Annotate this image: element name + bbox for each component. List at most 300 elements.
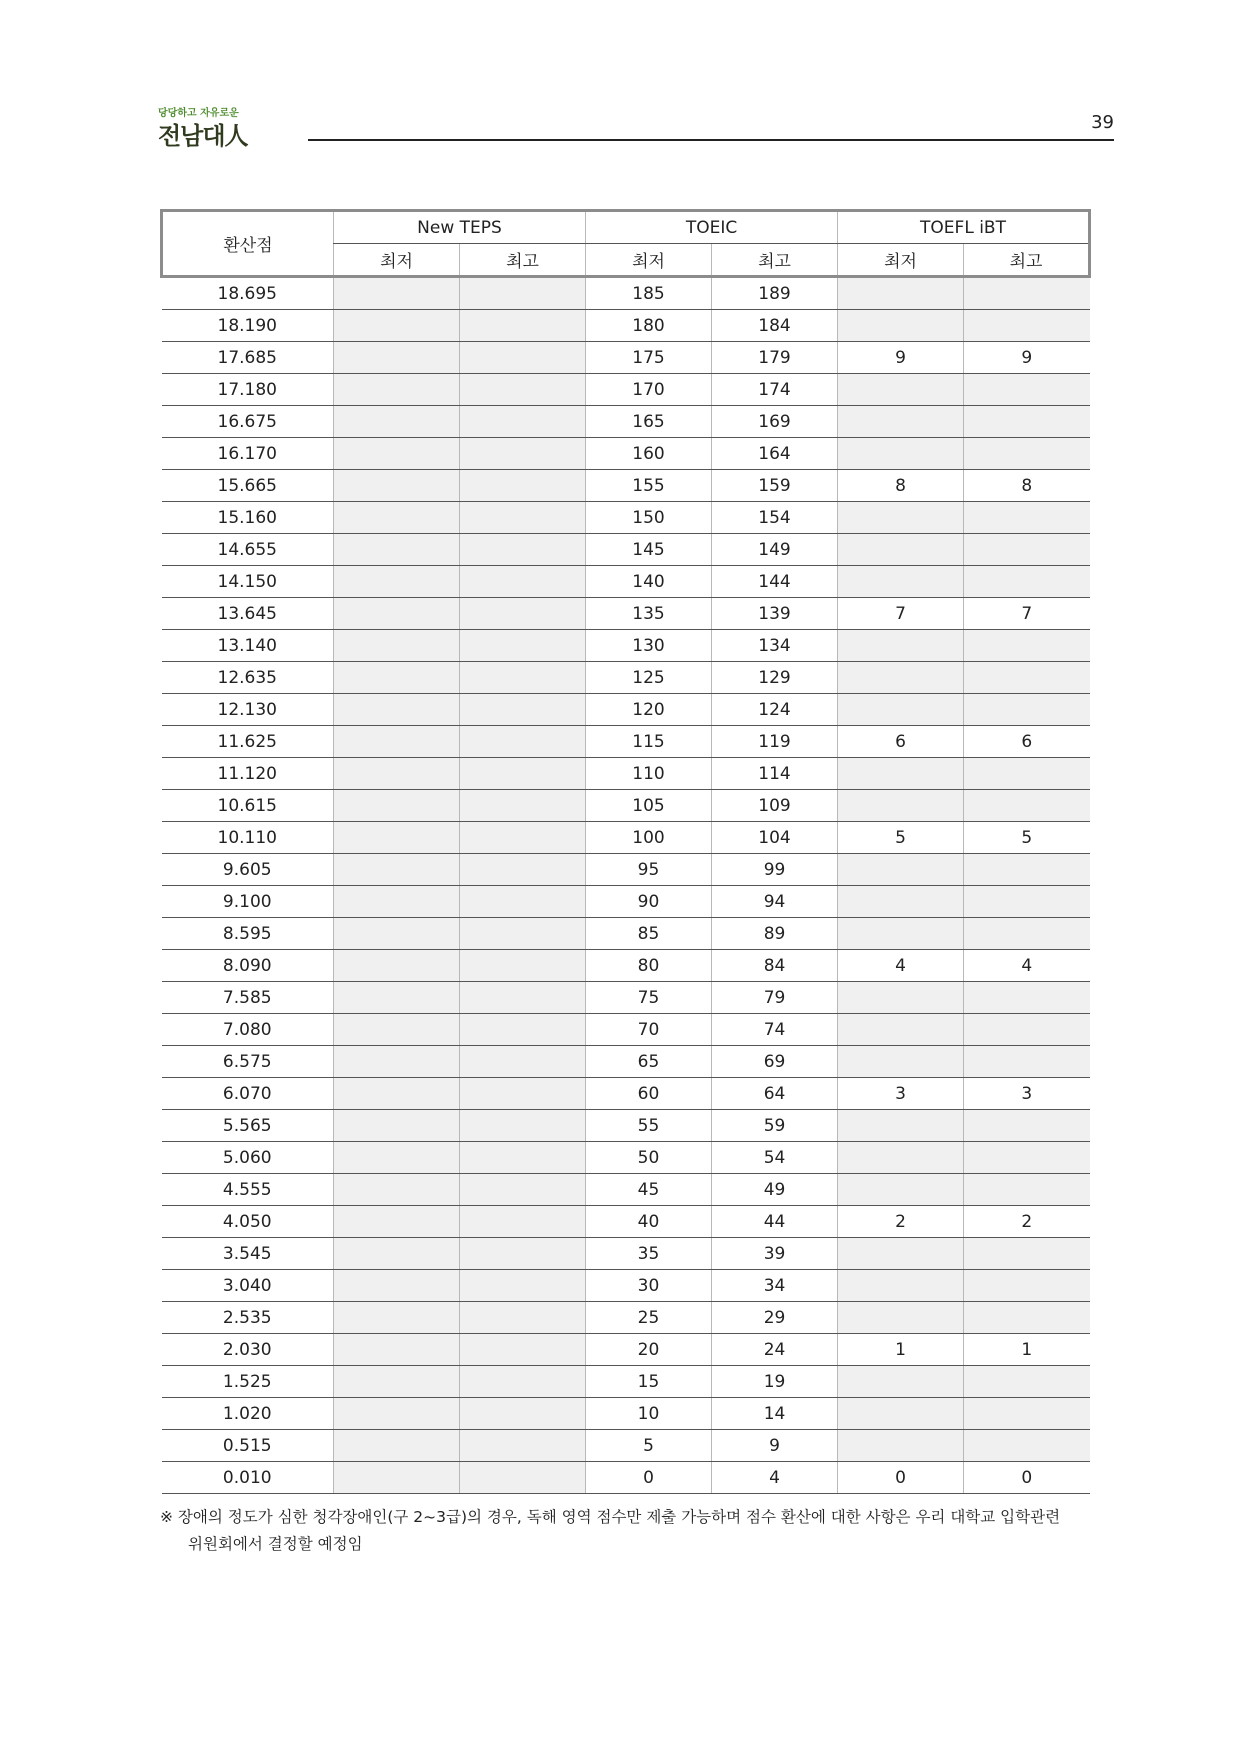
score-cell xyxy=(460,1270,586,1302)
score-cell xyxy=(460,374,586,406)
score-cell xyxy=(964,1014,1090,1046)
score-cell xyxy=(334,598,460,630)
score-cell xyxy=(334,854,460,886)
score-cell xyxy=(334,950,460,982)
score-cell xyxy=(460,630,586,662)
score-cell xyxy=(334,886,460,918)
table-row xyxy=(162,374,1090,406)
score-cell: 19 xyxy=(712,1366,838,1398)
score-cell: 14 xyxy=(712,1398,838,1430)
score-cell xyxy=(460,950,586,982)
score-cell xyxy=(964,277,1090,310)
score-cell: 130 xyxy=(586,630,712,662)
score-cell xyxy=(964,406,1090,438)
table-row xyxy=(162,854,1090,886)
score-cell xyxy=(334,277,460,310)
score-cell: 49 xyxy=(712,1174,838,1206)
score-cell xyxy=(964,694,1090,726)
score-cell xyxy=(460,1302,586,1334)
conversion-score-cell: 0.010 xyxy=(162,1462,334,1494)
score-cell xyxy=(964,662,1090,694)
score-cell xyxy=(964,1238,1090,1270)
score-cell xyxy=(334,342,460,374)
score-cell: 150 xyxy=(586,502,712,534)
table-row xyxy=(162,758,1090,790)
score-cell: 105 xyxy=(586,790,712,822)
score-cell: 85 xyxy=(586,918,712,950)
score-cell: 1 xyxy=(838,1334,964,1366)
score-cell xyxy=(460,1430,586,1462)
conversion-score-cell: 3.545 xyxy=(162,1238,334,1270)
table-row xyxy=(162,1078,1090,1110)
score-cell xyxy=(460,1334,586,1366)
score-cell: 9 xyxy=(964,342,1090,374)
score-cell: 100 xyxy=(586,822,712,854)
score-cell xyxy=(838,886,964,918)
table-row xyxy=(162,406,1090,438)
table-row xyxy=(162,566,1090,598)
score-cell: 84 xyxy=(712,950,838,982)
score-cell xyxy=(460,886,586,918)
score-cell: 64 xyxy=(712,1078,838,1110)
table-row xyxy=(162,1334,1090,1366)
score-cell: 2 xyxy=(838,1206,964,1238)
score-cell: 9 xyxy=(838,342,964,374)
score-cell xyxy=(964,1142,1090,1174)
table-row xyxy=(162,1238,1090,1270)
score-cell xyxy=(964,1398,1090,1430)
score-cell: 170 xyxy=(586,374,712,406)
score-cell: 2 xyxy=(964,1206,1090,1238)
conversion-score-cell: 6.575 xyxy=(162,1046,334,1078)
table-row xyxy=(162,1462,1090,1494)
conversion-score-cell: 10.110 xyxy=(162,822,334,854)
score-cell xyxy=(838,1174,964,1206)
score-cell: 145 xyxy=(586,534,712,566)
score-cell: 110 xyxy=(586,758,712,790)
score-cell xyxy=(460,758,586,790)
score-cell xyxy=(838,277,964,310)
table-row xyxy=(162,534,1090,566)
table-row xyxy=(162,277,1090,310)
conversion-score-cell: 5.565 xyxy=(162,1110,334,1142)
sub-teps-max: 최고 xyxy=(460,244,586,277)
score-cell xyxy=(334,758,460,790)
score-cell: 74 xyxy=(712,1014,838,1046)
group-toefl-ibt: TOEFL iBT xyxy=(838,211,1090,244)
score-cell xyxy=(334,694,460,726)
score-cell xyxy=(334,630,460,662)
score-cell: 80 xyxy=(586,950,712,982)
score-cell xyxy=(460,1110,586,1142)
score-cell: 149 xyxy=(712,534,838,566)
score-cell xyxy=(838,854,964,886)
score-cell xyxy=(964,310,1090,342)
score-cell xyxy=(838,1142,964,1174)
score-cell xyxy=(964,854,1090,886)
conversion-score-cell: 14.655 xyxy=(162,534,334,566)
score-cell: 15 xyxy=(586,1366,712,1398)
score-cell: 109 xyxy=(712,790,838,822)
score-cell xyxy=(334,310,460,342)
table-row xyxy=(162,918,1090,950)
sub-toefl-min: 최저 xyxy=(838,244,964,277)
score-cell xyxy=(964,1430,1090,1462)
score-cell xyxy=(838,1430,964,1462)
score-cell xyxy=(964,566,1090,598)
score-cell xyxy=(460,982,586,1014)
conversion-score-cell: 13.140 xyxy=(162,630,334,662)
conversion-score-cell: 4.050 xyxy=(162,1206,334,1238)
score-cell xyxy=(334,726,460,758)
score-cell xyxy=(460,1078,586,1110)
score-cell: 180 xyxy=(586,310,712,342)
score-cell xyxy=(838,1366,964,1398)
conversion-score-cell: 16.170 xyxy=(162,438,334,470)
score-cell xyxy=(460,342,586,374)
score-cell xyxy=(964,1174,1090,1206)
score-cell xyxy=(334,662,460,694)
score-cell: 24 xyxy=(712,1334,838,1366)
conversion-score-cell: 15.665 xyxy=(162,470,334,502)
score-cell: 75 xyxy=(586,982,712,1014)
score-cell xyxy=(460,1174,586,1206)
score-cell: 139 xyxy=(712,598,838,630)
score-cell xyxy=(964,438,1090,470)
score-cell: 120 xyxy=(586,694,712,726)
university-logo xyxy=(158,104,293,152)
score-cell: 99 xyxy=(712,854,838,886)
conversion-score-cell: 8.595 xyxy=(162,918,334,950)
table-row xyxy=(162,1302,1090,1334)
score-cell xyxy=(838,982,964,1014)
score-cell: 104 xyxy=(712,822,838,854)
score-cell xyxy=(334,470,460,502)
score-cell: 89 xyxy=(712,918,838,950)
score-cell xyxy=(460,854,586,886)
score-cell xyxy=(460,1238,586,1270)
conversion-score-cell: 18.695 xyxy=(162,277,334,310)
score-cell xyxy=(964,1366,1090,1398)
score-cell xyxy=(334,822,460,854)
score-cell xyxy=(460,1014,586,1046)
table-row xyxy=(162,822,1090,854)
score-cell: 184 xyxy=(712,310,838,342)
score-cell xyxy=(460,1398,586,1430)
score-cell xyxy=(460,918,586,950)
score-cell xyxy=(964,1270,1090,1302)
score-cell: 165 xyxy=(586,406,712,438)
score-cell: 35 xyxy=(586,1238,712,1270)
score-cell: 54 xyxy=(712,1142,838,1174)
score-cell: 79 xyxy=(712,982,838,1014)
score-cell xyxy=(334,982,460,1014)
conversion-score-cell: 3.040 xyxy=(162,1270,334,1302)
score-cell: 169 xyxy=(712,406,838,438)
conversion-score-cell: 0.515 xyxy=(162,1430,334,1462)
score-cell xyxy=(460,470,586,502)
table-row xyxy=(162,310,1090,342)
score-cell xyxy=(838,1046,964,1078)
score-cell xyxy=(838,630,964,662)
score-cell: 159 xyxy=(712,470,838,502)
score-cell xyxy=(964,534,1090,566)
table-row xyxy=(162,1142,1090,1174)
score-cell: 0 xyxy=(964,1462,1090,1494)
score-cell: 9 xyxy=(712,1430,838,1462)
score-cell xyxy=(334,1078,460,1110)
score-cell: 5 xyxy=(586,1430,712,1462)
table-row xyxy=(162,886,1090,918)
score-cell xyxy=(460,598,586,630)
score-cell xyxy=(460,310,586,342)
conversion-score-cell: 7.585 xyxy=(162,982,334,1014)
score-cell xyxy=(460,1046,586,1078)
table-row xyxy=(162,950,1090,982)
score-cell xyxy=(964,758,1090,790)
score-cell: 160 xyxy=(586,438,712,470)
score-cell xyxy=(334,534,460,566)
header-rule xyxy=(308,139,1114,141)
score-cell xyxy=(334,374,460,406)
group-toeic: TOEIC xyxy=(586,211,838,244)
score-cell: 4 xyxy=(712,1462,838,1494)
score-cell xyxy=(334,1462,460,1494)
sub-toefl-max: 최고 xyxy=(964,244,1090,277)
conversion-score-cell: 16.675 xyxy=(162,406,334,438)
score-cell: 90 xyxy=(586,886,712,918)
score-cell xyxy=(334,566,460,598)
score-cell xyxy=(964,918,1090,950)
score-cell: 0 xyxy=(586,1462,712,1494)
score-cell xyxy=(460,534,586,566)
score-cell: 6 xyxy=(964,726,1090,758)
group-new-teps: New TEPS xyxy=(334,211,586,244)
score-cell xyxy=(334,1142,460,1174)
score-cell: 134 xyxy=(712,630,838,662)
score-cell: 185 xyxy=(586,277,712,310)
conversion-score-cell: 4.555 xyxy=(162,1174,334,1206)
score-cell xyxy=(964,630,1090,662)
score-cell xyxy=(964,502,1090,534)
score-cell: 25 xyxy=(586,1302,712,1334)
table-row xyxy=(162,1366,1090,1398)
score-cell xyxy=(964,790,1090,822)
score-cell xyxy=(838,918,964,950)
score-cell: 69 xyxy=(712,1046,838,1078)
conversion-score-cell: 12.635 xyxy=(162,662,334,694)
score-cell xyxy=(334,1174,460,1206)
score-cell: 34 xyxy=(712,1270,838,1302)
score-cell xyxy=(838,1110,964,1142)
score-cell xyxy=(334,1302,460,1334)
conversion-score-cell: 6.070 xyxy=(162,1078,334,1110)
score-cell: 114 xyxy=(712,758,838,790)
conversion-score-cell: 14.150 xyxy=(162,566,334,598)
score-cell xyxy=(838,1398,964,1430)
score-cell xyxy=(460,406,586,438)
score-cell xyxy=(460,694,586,726)
score-cell: 155 xyxy=(586,470,712,502)
score-conversion-table xyxy=(160,209,1091,1494)
score-cell xyxy=(838,566,964,598)
score-cell: 125 xyxy=(586,662,712,694)
conversion-score-cell: 9.100 xyxy=(162,886,334,918)
score-cell xyxy=(964,1302,1090,1334)
table-row xyxy=(162,502,1090,534)
sub-teps-min: 최저 xyxy=(334,244,460,277)
conversion-score-cell: 18.190 xyxy=(162,310,334,342)
table-row xyxy=(162,694,1090,726)
score-cell xyxy=(838,438,964,470)
conversion-score-cell: 17.685 xyxy=(162,342,334,374)
score-cell: 30 xyxy=(586,1270,712,1302)
score-cell xyxy=(460,277,586,310)
score-cell xyxy=(838,758,964,790)
score-cell xyxy=(460,790,586,822)
page-header xyxy=(0,0,1248,160)
table-row xyxy=(162,470,1090,502)
table-row xyxy=(162,662,1090,694)
score-cell xyxy=(838,1238,964,1270)
conversion-score-cell: 13.645 xyxy=(162,598,334,630)
score-cell: 174 xyxy=(712,374,838,406)
sub-toeic-min: 최저 xyxy=(586,244,712,277)
score-cell: 45 xyxy=(586,1174,712,1206)
conversion-score-cell: 11.120 xyxy=(162,758,334,790)
score-cell: 8 xyxy=(838,470,964,502)
score-cell: 144 xyxy=(712,566,838,598)
conversion-score-cell: 5.060 xyxy=(162,1142,334,1174)
table-row xyxy=(162,342,1090,374)
score-cell: 164 xyxy=(712,438,838,470)
conversion-score-cell: 2.535 xyxy=(162,1302,334,1334)
score-cell xyxy=(964,886,1090,918)
score-cell: 3 xyxy=(838,1078,964,1110)
score-cell: 5 xyxy=(964,822,1090,854)
score-cell xyxy=(334,1430,460,1462)
score-cell: 95 xyxy=(586,854,712,886)
score-cell xyxy=(334,790,460,822)
score-cell xyxy=(838,662,964,694)
col-label-conversion: 환산점 xyxy=(162,211,334,277)
logo-slogan: 당당하고 자유로운 xyxy=(158,108,239,119)
table-row xyxy=(162,630,1090,662)
score-cell: 154 xyxy=(712,502,838,534)
score-cell xyxy=(838,1014,964,1046)
table-row xyxy=(162,726,1090,758)
score-cell: 129 xyxy=(712,662,838,694)
score-cell xyxy=(838,406,964,438)
score-cell xyxy=(460,502,586,534)
table-row xyxy=(162,982,1090,1014)
score-cell: 8 xyxy=(964,470,1090,502)
score-cell xyxy=(838,310,964,342)
score-cell: 20 xyxy=(586,1334,712,1366)
score-cell xyxy=(334,918,460,950)
score-cell xyxy=(460,726,586,758)
score-cell: 44 xyxy=(712,1206,838,1238)
score-cell: 135 xyxy=(586,598,712,630)
footnote-line-2: 위원회에서 결정할 예정임 xyxy=(188,1535,363,1553)
table-row xyxy=(162,790,1090,822)
score-cell: 65 xyxy=(586,1046,712,1078)
score-cell: 124 xyxy=(712,694,838,726)
score-cell xyxy=(964,374,1090,406)
table-row xyxy=(162,1110,1090,1142)
footnote xyxy=(160,1504,1078,1558)
score-cell xyxy=(460,566,586,598)
score-cell xyxy=(334,1238,460,1270)
conversion-score-cell: 12.130 xyxy=(162,694,334,726)
score-cell: 6 xyxy=(838,726,964,758)
footnote-line-1: ※ 장애의 정도가 심한 청각장애인(구 2~3급)의 경우, 독해 영역 점수만 제출 가능하며 점수 환산에 대한 사항은 우리 대학교 입학관련 xyxy=(160,1508,1061,1526)
conversion-score-cell: 10.615 xyxy=(162,790,334,822)
table-row xyxy=(162,1046,1090,1078)
sub-toeic-max: 최고 xyxy=(712,244,838,277)
score-cell xyxy=(838,694,964,726)
conversion-score-cell: 11.625 xyxy=(162,726,334,758)
score-cell xyxy=(460,1366,586,1398)
score-cell xyxy=(334,1110,460,1142)
score-cell xyxy=(964,1110,1090,1142)
table-row xyxy=(162,1206,1090,1238)
score-cell xyxy=(838,1270,964,1302)
conversion-score-cell: 1.525 xyxy=(162,1366,334,1398)
score-cell: 3 xyxy=(964,1078,1090,1110)
score-cell xyxy=(334,438,460,470)
score-cell xyxy=(838,1302,964,1334)
score-cell xyxy=(334,1206,460,1238)
table-row xyxy=(162,438,1090,470)
conversion-score-cell: 2.030 xyxy=(162,1334,334,1366)
score-cell: 10 xyxy=(586,1398,712,1430)
table-header xyxy=(162,211,1090,277)
score-cell: 4 xyxy=(838,950,964,982)
score-cell: 29 xyxy=(712,1302,838,1334)
score-cell: 70 xyxy=(586,1014,712,1046)
score-cell xyxy=(838,374,964,406)
logo-wordmark: 전남대人 xyxy=(158,121,248,150)
score-cell: 40 xyxy=(586,1206,712,1238)
score-cell: 55 xyxy=(586,1110,712,1142)
score-cell xyxy=(334,1334,460,1366)
score-cell xyxy=(838,502,964,534)
score-cell: 119 xyxy=(712,726,838,758)
table-row xyxy=(162,598,1090,630)
score-cell: 115 xyxy=(586,726,712,758)
table-row xyxy=(162,1014,1090,1046)
score-cell xyxy=(460,1206,586,1238)
conversion-score-cell: 15.160 xyxy=(162,502,334,534)
table-row xyxy=(162,1398,1090,1430)
conversion-score-cell: 17.180 xyxy=(162,374,334,406)
score-cell xyxy=(334,406,460,438)
score-cell: 1 xyxy=(964,1334,1090,1366)
score-cell: 189 xyxy=(712,277,838,310)
score-cell: 94 xyxy=(712,886,838,918)
score-cell xyxy=(334,1046,460,1078)
table-body xyxy=(162,277,1090,1494)
table-row xyxy=(162,1430,1090,1462)
score-cell: 0 xyxy=(838,1462,964,1494)
score-cell: 5 xyxy=(838,822,964,854)
score-cell xyxy=(334,502,460,534)
score-cell: 179 xyxy=(712,342,838,374)
score-cell xyxy=(460,662,586,694)
conversion-score-cell: 8.090 xyxy=(162,950,334,982)
score-cell xyxy=(460,1142,586,1174)
